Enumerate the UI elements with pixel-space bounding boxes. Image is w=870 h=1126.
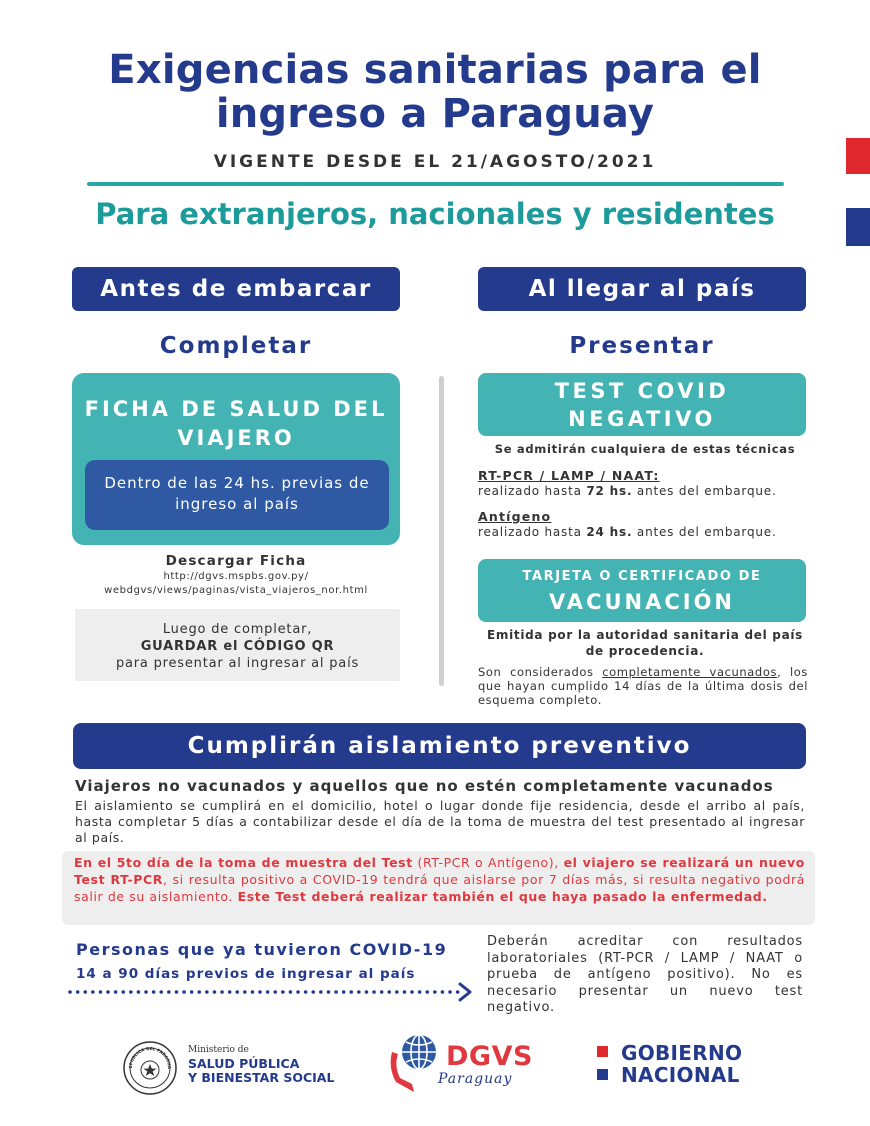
gov-blue-square [597,1069,608,1080]
techniques-note: Se admitirán cualquiera de estas técnicas [494,442,796,456]
complete-label: Completar [159,333,313,359]
prior-covid-title: Personas que ya tuvieron COVID-19 [76,940,448,959]
health-form-title: FICHA DE SALUD DEL VIAJERO [84,397,388,450]
issued-by-note: Emitida por la autoridad sanitaria del país de procedencia. [486,628,804,658]
prior-covid-range: 14 a 90 días previos de ingresar al país [76,966,416,982]
isolation-header: Cumplirán aislamiento preventivo [73,723,806,769]
dotted-arrow-icon [68,980,480,1004]
ministry-name-line-1: SALUD PÚBLICA [188,1056,300,1071]
technique-antigen-timing: realizado hasta 24 hs. antes del embarque. [478,525,777,539]
health-form-card [72,373,400,545]
gov-line-1: GOBIERNO [621,1041,743,1065]
page-title: Exigencias sanitarias para el ingreso a Paraguay [108,47,762,137]
on-arrival-header: Al llegar al país [478,267,806,311]
health-form-deadline: Dentro de las 24 hs. previas de ingreso al país [85,460,389,530]
flag-blue-stripe [846,208,870,246]
qr-line-1: Luego de completar, [162,622,313,637]
ministry-name-line-2: Y BIENESTAR SOCIAL [188,1070,335,1085]
ministry-name [188,1057,334,1085]
column-divider [439,376,444,686]
audience-subtitle: Para extranjeros, nacionales y residentes [95,197,775,231]
svg-text:REPÚBLICA DEL PARAGUAY [122,1040,172,1070]
qr-line-3: para presentar al ingresar al país [115,656,360,671]
title-divider [87,182,784,186]
prior-covid-text: Deberán acreditar con resultados laboratoriales (RT-PCR / LAMP / NAAT o prueba de antígeno positivo). No es necesario presentar un nuevo test negativo. [487,934,803,1015]
present-label: Presentar [569,333,715,359]
gov-red-square [597,1046,608,1057]
negative-test-box: TEST COVID NEGATIVO [478,373,806,436]
dgvs-globe-icon [386,1032,442,1096]
qr-line-2: GUARDAR el CÓDIGO QR [140,639,335,654]
qr-instructions-box [75,609,400,681]
ministry-prefix: Ministerio de [188,1045,249,1055]
retest-notice: En el 5to día de la toma de muestra del Test (RT-PCR o Antígeno), el viajero se realizará un nuevo Test RT-PCR, si resulta positivo a COVID-19 tendrá que aislarse por 7 días más, si resulta negativo podrá salir de su aislamiento. Este Test deberá realizar también el que haya pasado la enfermedad. [62,851,815,925]
before-boarding-header: Antes de embarcar [72,267,400,311]
isolation-subtitle: Viajeros no vacunados y aquellos que no estén completamente vacunados [75,777,774,795]
flag-red-stripe [846,138,870,174]
vaccination-line-1: TARJETA O CERTIFICADO DE [522,569,762,584]
download-form-link[interactable]: http://dgvs.mspbs.gov.py/ webdgvs/views/paginas/vista_viajeros_nor.html [104,571,368,596]
vaccination-line-2: VACUNACIÓN [548,590,736,614]
national-seal-icon [122,1040,178,1096]
seal-lettering: EPÚBLICA DEL PARAGUA [127,1045,173,1069]
isolation-text: El aislamiento se cumplirá en el domicilio, hotel o lugar donde fije residencia, desde el arribo al país, hasta completar 5 días a contabilizar desde el día de la toma de muestra del test presentado al ingresar al país. [75,798,805,845]
technique-antigen-name: Antígeno [478,509,552,524]
technique-pcr-name: RT-PCR / LAMP / NAAT: [478,468,660,483]
technique-pcr-timing: realizado hasta 72 hs. antes del embarque. [478,484,777,498]
validity-date: VIGENTE DESDE EL 21/AGOSTO/2021 [213,152,657,172]
government-logo-text [621,1042,742,1086]
download-form-label: Descargar Ficha [165,553,307,569]
dgvs-subtitle: Paraguay [438,1071,513,1087]
vaccination-card-box [478,559,806,622]
dgvs-wordmark: DGVS [446,1041,533,1072]
gov-line-2: NACIONAL [621,1063,740,1087]
fully-vaccinated-note: Son considerados completamente vacunados, los que hayan cumplido 14 días de la última dosis del esquema completo. [478,665,809,707]
